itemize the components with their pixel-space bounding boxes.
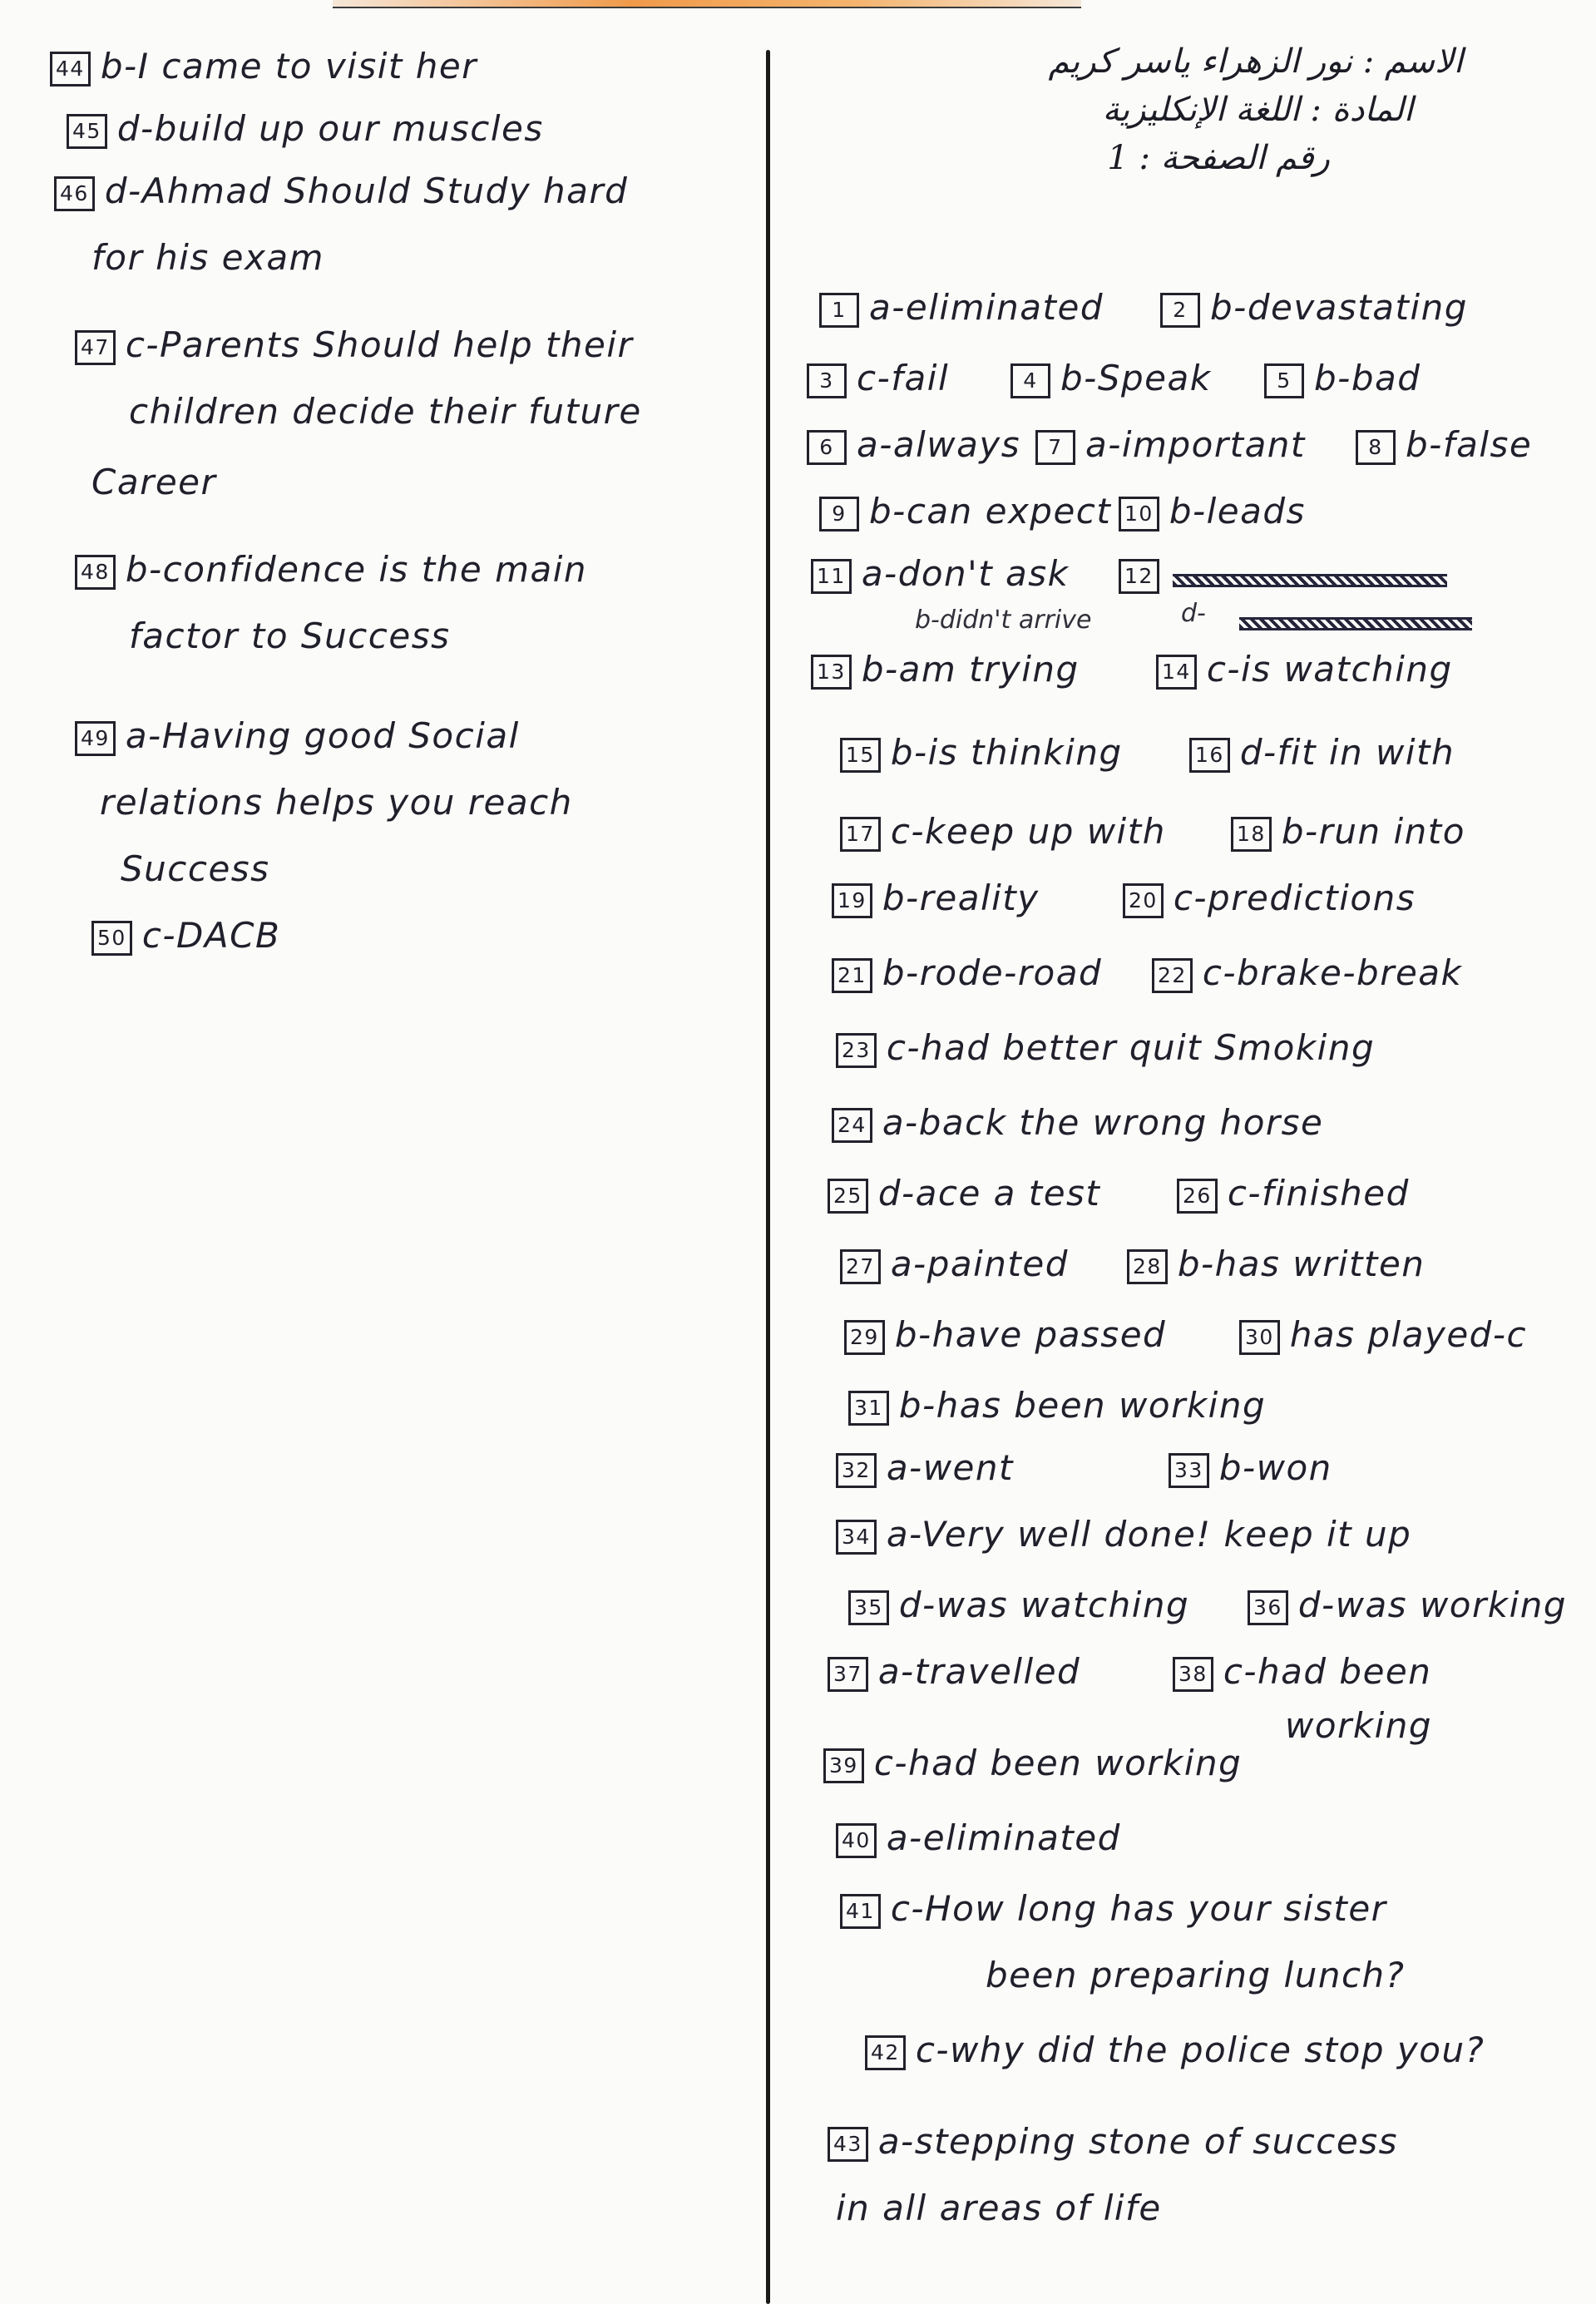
answer-line	[91, 462, 216, 502]
question-number-box: 45	[67, 114, 107, 149]
answer-line	[1239, 1314, 1527, 1355]
answer-line	[807, 358, 949, 398]
answer-text: b-is thinking	[890, 732, 1123, 773]
answer-text: b-can expect	[869, 491, 1112, 532]
answer-line	[1264, 358, 1421, 398]
answer-text: b-Speak	[1060, 358, 1212, 398]
answer-line	[91, 237, 324, 278]
subject-name: المادة : اللغة الإنكليزية	[1102, 91, 1413, 129]
answer-line	[54, 171, 628, 211]
answer-text: d-was working	[1297, 1585, 1568, 1625]
student-header	[997, 37, 1463, 182]
question-number-box: 21	[832, 958, 872, 993]
question-number-box: 37	[828, 1657, 868, 1692]
answer-text: c-fail	[857, 358, 950, 398]
answer-text: b-devastating	[1210, 287, 1468, 328]
q12-alternative: d-	[1181, 599, 1206, 628]
question-number-box: 5	[1264, 363, 1304, 398]
answer-line	[1160, 287, 1468, 328]
q12-correction: b-didn't arrive	[915, 606, 1092, 635]
answer-line	[1231, 811, 1465, 852]
answer-text: b-bad	[1314, 358, 1421, 398]
answer-line	[1123, 878, 1416, 918]
answer-text: factor to Success	[129, 616, 451, 656]
answer-line	[1035, 424, 1306, 465]
answer-text: in all areas of life	[836, 2188, 1162, 2228]
answer-line	[75, 324, 633, 365]
answer-line	[1127, 1243, 1425, 1284]
student-name: الاسم : نور الزهراء ياسر كريم	[1048, 42, 1463, 81]
answer-text: for his exam	[91, 237, 324, 278]
answer-line	[1119, 491, 1306, 532]
answer-line	[840, 732, 1123, 773]
question-number-box: 36	[1248, 1590, 1288, 1625]
question-number-box: 42	[865, 2035, 906, 2070]
answer-text: c-keep up with	[890, 811, 1166, 852]
answer-line	[865, 2030, 1485, 2070]
question-number-box: 20	[1123, 883, 1164, 918]
question-number-box: 44	[50, 52, 91, 87]
answer-text: a-Having good Social	[125, 715, 520, 756]
answer-text: b-reality	[882, 878, 1040, 918]
question-number-box: 26	[1177, 1179, 1218, 1214]
answer-line	[1152, 952, 1462, 993]
answer-line	[807, 424, 1020, 465]
question-number-box: 13	[811, 655, 852, 690]
question-number-box: 19	[832, 883, 872, 918]
answer-line	[848, 1585, 1189, 1625]
question-number-box: 35	[848, 1590, 889, 1625]
question-number-box: 33	[1169, 1453, 1209, 1488]
answer-text: b-have passed	[894, 1314, 1167, 1355]
answer-line	[832, 1102, 1323, 1143]
answer-line	[1189, 732, 1455, 773]
answer-line	[836, 1447, 1014, 1488]
answer-line	[828, 2121, 1398, 2162]
answer-text: b-rode-road	[882, 952, 1103, 993]
answer-text: c-Parents Should help their	[125, 324, 634, 365]
answer-line	[836, 2188, 1162, 2228]
answer-line	[832, 952, 1102, 993]
question-number-box: 17	[840, 817, 881, 852]
question-number-box: 8	[1356, 430, 1396, 465]
answer-text: a-important	[1085, 424, 1306, 465]
answer-text: b-won	[1218, 1447, 1332, 1488]
question-number-box: 38	[1173, 1657, 1213, 1692]
answer-line	[840, 1243, 1069, 1284]
answer-text: d-fit in with	[1239, 732, 1455, 773]
answer-text: d-ace a test	[877, 1173, 1101, 1214]
question-number-box: 6	[807, 430, 847, 465]
question-number-box: 3	[807, 363, 847, 398]
question-number-box: 34	[836, 1520, 877, 1555]
question-number-box: 31	[848, 1391, 889, 1426]
question-number-box: 7	[1035, 430, 1075, 465]
question-number-box: 39	[823, 1748, 864, 1783]
answer-line	[823, 1743, 1242, 1783]
answer-text: b-run into	[1281, 811, 1465, 852]
answer-text: a-back the wrong horse	[882, 1102, 1324, 1143]
answer-line	[828, 1173, 1100, 1214]
question-number-box: 48	[75, 555, 116, 590]
answer-text: a-always	[857, 424, 1021, 465]
page-number: رقم الصفحة : 1	[1107, 139, 1330, 177]
answer-text: c-predictions	[1173, 878, 1416, 918]
answer-line	[840, 1888, 1386, 1929]
answer-text: c-DACB	[141, 915, 281, 956]
answer-line	[129, 391, 642, 432]
answer-text: b-leads	[1169, 491, 1306, 532]
question-number-box: 40	[836, 1823, 877, 1858]
answer-line	[811, 553, 1070, 594]
answer-text: relations helps you reach	[100, 782, 573, 823]
answer-line	[1356, 424, 1532, 465]
answer-text: a-went	[886, 1447, 1014, 1488]
answer-text: c-had been	[1223, 1651, 1432, 1692]
answer-line	[1285, 1705, 1432, 1746]
answer-line	[91, 915, 280, 956]
crossed-out-answer-12	[1173, 574, 1447, 587]
answer-text: a-painted	[890, 1243, 1069, 1284]
answer-text: b-false	[1406, 424, 1533, 465]
answer-text: b-has been working	[898, 1385, 1267, 1426]
answer-line	[1010, 358, 1212, 398]
question-number-box: 1	[819, 293, 859, 328]
answer-text: working	[1285, 1705, 1433, 1746]
question-number-box: 41	[840, 1894, 881, 1929]
answer-text: a-eliminated	[869, 287, 1104, 328]
question-number-box: 22	[1152, 958, 1193, 993]
answer-text: d-was watching	[898, 1585, 1190, 1625]
crossed-out-answer-12-second	[1239, 617, 1472, 630]
question-number-box: 9	[819, 497, 859, 532]
question-number-box: 29	[844, 1320, 885, 1355]
answer-line	[1177, 1173, 1410, 1214]
answer-text: c-had better quit Smoking	[886, 1027, 1376, 1068]
question-number-box: 4	[1010, 363, 1050, 398]
page-top-edge	[333, 0, 1081, 8]
question-number-box: 43	[828, 2127, 868, 2162]
answer-line	[828, 1651, 1080, 1692]
answer-line	[811, 649, 1080, 690]
answer-line	[1173, 1651, 1431, 1692]
answer-text: b-confidence is the main	[125, 549, 588, 590]
answer-line	[844, 1314, 1166, 1355]
answer-line	[848, 1385, 1266, 1426]
answer-text: children decide their future	[129, 391, 642, 432]
question-number-box: 10	[1119, 497, 1159, 532]
question-number-box: 47	[75, 330, 116, 365]
question-number-box: 30	[1239, 1320, 1280, 1355]
answer-text: a-Very well done! keep it up	[886, 1514, 1412, 1555]
answer-text: c-is watching	[1206, 649, 1453, 690]
answer-text: a-eliminated	[886, 1817, 1121, 1858]
answer-line	[129, 616, 450, 656]
answer-line	[836, 1027, 1375, 1068]
answer-text: b-has written	[1177, 1243, 1426, 1284]
answer-text: c-why did the police stop you?	[915, 2030, 1485, 2070]
question-number-box: 50	[91, 921, 132, 956]
question-number-box: 27	[840, 1249, 881, 1284]
question-number-box: 24	[832, 1108, 872, 1143]
answer-text: Success	[121, 848, 270, 889]
question-number-box: 11	[811, 559, 852, 594]
answer-text: a-travelled	[877, 1651, 1081, 1692]
answer-text: c-brake-break	[1202, 952, 1463, 993]
answer-text: c-finished	[1227, 1173, 1410, 1214]
question-number-box: 14	[1156, 655, 1197, 690]
answer-line	[836, 1514, 1411, 1555]
answer-line	[75, 715, 520, 756]
answer-text: a-stepping stone of success	[877, 2121, 1398, 2162]
answer-line	[50, 46, 477, 87]
column-divider	[766, 50, 770, 2304]
answer-line	[121, 848, 270, 889]
answer-text: has played-c	[1289, 1314, 1528, 1355]
question-number-box: 2	[1160, 293, 1200, 328]
question-number-box: 49	[75, 721, 116, 756]
answer-line	[1156, 649, 1453, 690]
answer-line	[67, 108, 544, 149]
answer-text: d-Ahmad Should Study hard	[104, 171, 629, 211]
answer-text: d-build up our muscles	[116, 108, 544, 149]
question-number-box: 23	[836, 1033, 877, 1068]
question-number-box: 18	[1231, 817, 1272, 852]
question-number-box: 25	[828, 1179, 868, 1214]
question-number-box: 12	[1119, 559, 1159, 594]
answer-line	[1169, 1447, 1332, 1488]
answer-line	[832, 878, 1040, 918]
question-number-box: 28	[1127, 1249, 1168, 1284]
answer-text: b-I came to visit her	[100, 46, 477, 87]
question-number-box: 32	[836, 1453, 877, 1488]
answer-line	[819, 491, 1111, 532]
answer-line	[100, 782, 573, 823]
answer-line	[1248, 1585, 1567, 1625]
answer-line	[836, 1817, 1121, 1858]
answer-line	[986, 1955, 1405, 1995]
answer-text: Career	[91, 462, 217, 502]
answer-text: b-am trying	[861, 649, 1080, 690]
question-number-box: 16	[1189, 738, 1230, 773]
answer-line	[819, 287, 1104, 328]
answer-line	[840, 811, 1166, 852]
question-number-box: 46	[54, 176, 95, 211]
answer-text: c-had been working	[873, 1743, 1243, 1783]
answer-text: been preparing lunch?	[986, 1955, 1406, 1995]
answer-line	[1119, 553, 1169, 594]
question-number-box: 15	[840, 738, 881, 773]
answer-line	[75, 549, 587, 590]
answer-text: c-How long has your sister	[890, 1888, 1387, 1929]
answer-text: a-don't ask	[861, 553, 1070, 594]
